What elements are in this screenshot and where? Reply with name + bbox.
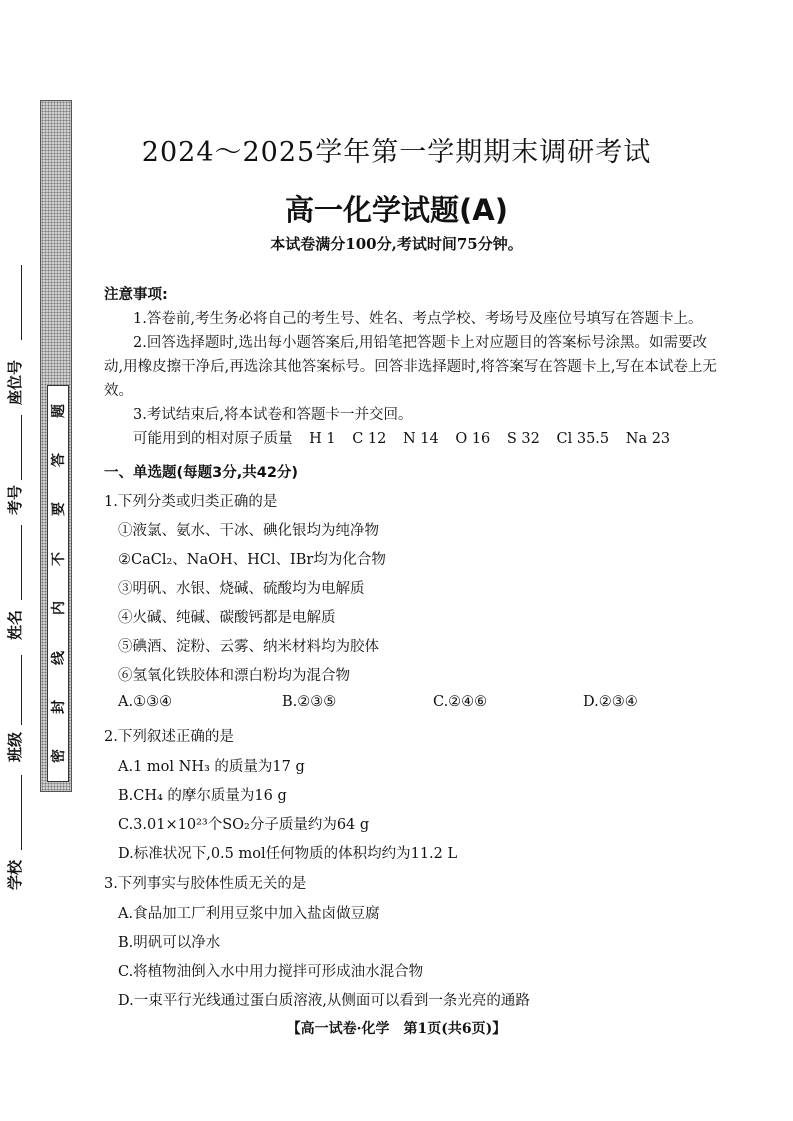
statement: ③明矾、水银、烧碱、硫酸均为电解质 — [118, 581, 365, 597]
exam-title: 2024～2025学年第一学期期末调研考试 — [141, 137, 652, 168]
subject-title: 高一化学试题(A) — [285, 193, 508, 227]
score-time-line: 本试卷满分100分,考试时间75分钟。 — [270, 235, 523, 253]
school-label: 学校 — [6, 859, 24, 890]
exam-number-label: 考号 — [6, 484, 24, 515]
seal-char: 密 — [51, 749, 67, 764]
seal-char: 不 — [51, 551, 67, 566]
choice-d: D.②③④ — [583, 694, 638, 710]
question-stem: 1.下列分类或归类正确的是 — [104, 494, 278, 510]
notice-section — [104, 283, 724, 451]
notice-item: 1.答卷前,考生务必将自己的考生号、姓名、考点学校、考场号及座位号填写在答题卡上。 — [133, 311, 703, 327]
atomic-mass: Na 23 — [625, 431, 671, 447]
exam-number-line[interactable] — [21, 415, 22, 480]
statement: ④火碱、纯碱、碳酸钙都是电解质 — [118, 610, 336, 626]
choice-b: B.②③⑤ — [282, 694, 337, 710]
seat-number-line[interactable] — [21, 265, 22, 340]
seal-line-box — [47, 385, 69, 782]
seal-char: 封 — [51, 699, 67, 714]
class-line[interactable] — [21, 655, 22, 725]
seal-char: 内 — [51, 601, 67, 616]
option: D.一束平行光线通过蛋白质溶液,从侧面可以看到一条光亮的通路 — [118, 993, 530, 1009]
atomic-mass: H 1 — [309, 431, 336, 447]
section-title: 一、单选题(每题3分,共42分) — [104, 465, 299, 481]
notice-item: 2.回答选择题时,选出每小题答案后,用铅笔把答题卡上对应题目的答案标号涂黑。如需要改动,用橡皮擦干净后,再选涂其他答案标号。回答非选择题时,将答案写在答题卡上,写在本试卷上无效。 — [104, 335, 717, 399]
option: A.1 mol NH₃ 的质量为17 g — [118, 759, 305, 775]
choice-a: A.①③④ — [118, 694, 173, 710]
statement: ⑥氢氧化铁胶体和漂白粉均为混合物 — [118, 668, 350, 684]
question-stem: 2.下列叙述正确的是 — [104, 729, 234, 745]
school-line[interactable] — [21, 775, 22, 850]
atomic-mass: S 32 — [506, 431, 540, 447]
seal-char: 线 — [51, 650, 67, 665]
notice-item: 3.考试结束后,将本试卷和答题卡一并交回。 — [133, 407, 413, 423]
page-footer: 【高一试卷·化学 第1页(共6页)】 — [286, 1021, 507, 1037]
option: B.明矾可以净水 — [118, 935, 221, 951]
name-line[interactable] — [21, 525, 22, 600]
statement: ②CaCl₂、NaOH、HCl、IBr均为化合物 — [118, 552, 386, 568]
seat-number-label: 座位号 — [6, 359, 24, 405]
name-label: 姓名 — [6, 609, 24, 640]
option: D.标准状况下,0.5 mol任何物质的体积均约为11.2 L — [118, 846, 458, 862]
atomic-mass: N 14 — [402, 431, 439, 447]
atomic-mass: C 12 — [352, 431, 387, 447]
notice-heading: 注意事项: — [104, 287, 168, 303]
seal-char: 题 — [51, 403, 67, 418]
class-label: 班级 — [6, 731, 24, 762]
question-stem: 3.下列事实与胶体性质无关的是 — [104, 876, 307, 892]
atomic-mass: O 16 — [455, 431, 491, 447]
atomic-mass: Cl 35.5 — [556, 431, 610, 447]
atomic-masses — [104, 427, 724, 451]
choice-c: C.②④⑥ — [433, 694, 488, 710]
option: C.3.01×10²³个SO₂分子质量约为64 g — [118, 817, 370, 833]
statement: ①液氯、氨水、干冰、碘化银均为纯净物 — [118, 523, 379, 539]
option: A.食品加工厂利用豆浆中加入盐卤做豆腐 — [118, 906, 380, 922]
statement: ⑤碘酒、淀粉、云雾、纳米材料均为胶体 — [118, 639, 379, 655]
option: C.将植物油倒入水中用力搅拌可形成油水混合物 — [118, 964, 424, 980]
atomic-label: 可能用到的相对原子质量 — [133, 431, 293, 447]
seal-char: 要 — [51, 502, 67, 517]
option: B.CH₄ 的摩尔质量为16 g — [118, 788, 287, 804]
seal-char: 答 — [51, 453, 67, 468]
